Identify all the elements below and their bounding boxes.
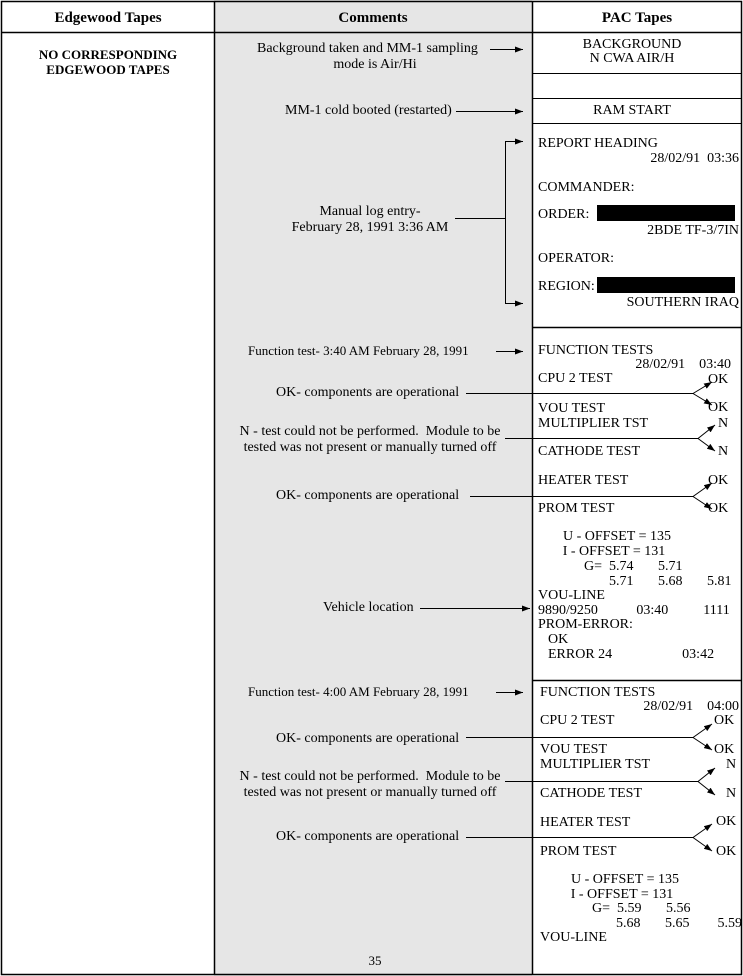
comment-n2-2: tested was not present or manually turned off [243,785,497,800]
ft1-test: HEATER TEST [538,473,629,488]
comment-ft2: Function test- 4:00 AM February 28, 1991 [248,684,469,699]
pac-operator: OPERATOR: [538,251,614,266]
ft1-test: CATHODE TEST [538,444,641,459]
ft1-test: MULTIPLIER TST [538,416,649,431]
ft2-vou-line: VOU-LINE [540,930,607,945]
comment-ok2: OK- components are operational [276,488,460,503]
ft1-result: N [718,444,729,459]
pac-region: REGION: [538,279,595,294]
pac-report-heading: REPORT HEADING [538,136,658,151]
comment-ok3: OK- components are operational [276,731,460,746]
ft2-result: N [726,786,737,801]
pac-report-datetime: 28/02/91 03:36 [650,151,739,166]
ft2-result: OK [716,814,737,829]
ft1-prom-ok: OK [548,632,569,647]
ft1-result: OK [708,372,729,387]
header-pac: PAC Tapes [601,10,673,26]
pac-ram-start: RAM START [593,103,671,118]
ft2-u-offset: U - OFFSET = 135 [571,872,679,887]
comment-vehicle: Vehicle location [323,600,414,615]
pac-background-1: BACKGROUND [582,37,682,52]
ft1-test: CPU 2 TEST [538,371,613,386]
comment-n1-1: N - test could not be performed. Module to be [239,424,501,439]
ft1-test: VOU TEST [538,401,606,416]
ft2-title: FUNCTION TESTS [540,685,656,700]
comment-n1-2: tested was not present or manually turned off [243,440,497,455]
ft2-test: CPU 2 TEST [540,713,615,728]
ft1-prom-error: PROM-ERROR: [538,617,633,632]
ft1-vou-line: VOU-LINE [538,588,605,603]
comment-cold-boot: MM-1 cold booted (restarted) [285,103,452,118]
ft2-result: OK [714,742,735,757]
ft2-test: CATHODE TEST [540,786,643,801]
ft2-test: VOU TEST [540,742,608,757]
ft1-result: N [718,416,729,431]
header-edgewood: Edgewood Tapes [54,10,162,26]
ft1-result: OK [708,501,729,516]
comment-ok4: OK- components are operational [276,829,460,844]
ft2-i-offset: I - OFFSET = 131 [570,887,674,902]
pac-background-2: N CWA AIR/H [589,51,675,66]
ft1-test: PROM TEST [538,501,615,516]
redaction-order [597,205,735,221]
comment-manual-log-1: Manual log entry- [319,204,421,219]
ft2-test: PROM TEST [540,844,617,859]
redaction-region [597,277,735,293]
ft2-test: MULTIPLIER TST [540,757,651,772]
comment-background-2: mode is Air/Hi [333,57,417,72]
ft1-error: ERROR 24 03:42 [548,647,715,662]
page-number: 35 [368,953,382,968]
ft1-result: OK [708,473,729,488]
ft2-g1: G= 5.59 5.56 [592,901,691,916]
comment-ok1: OK- components are operational [276,385,460,400]
comment-background-1: Background taken and MM-1 sampling [257,41,478,56]
ft1-g1: G= 5.74 5.71 [584,559,683,574]
comment-manual-log-2: February 28, 1991 3:36 AM [291,220,449,235]
pac-order-value: 2BDE TF-3/7IN [647,223,739,238]
pac-order: ORDER: [538,207,590,222]
left-note-line2: EDGEWOOD TAPES [46,62,170,77]
ft1-i-offset: I - OFFSET = 131 [562,544,666,559]
ft2-result: OK [716,844,737,859]
ft1-g2: 5.71 5.68 5.81 [609,574,732,589]
ft2-datetime: 28/02/91 04:00 [643,699,739,714]
ft2-result: OK [714,713,735,728]
pac-region-value: SOUTHERN IRAQ [626,295,739,310]
ft1-datetime: 28/02/91 03:40 [635,357,731,372]
ft2-g2: 5.68 5.65 5.59 [616,916,742,931]
comment-n2-1: N - test could not be performed. Module to be [239,769,501,784]
ft1-vou-values: 9890/9250 03:40 1111 [538,603,730,618]
ft2-result: N [726,757,737,772]
ft1-u-offset: U - OFFSET = 135 [563,529,671,544]
ft2-test: HEATER TEST [540,815,631,830]
comment-ft1: Function test- 3:40 AM February 28, 1991 [248,343,469,358]
ft1-title: FUNCTION TESTS [538,343,654,358]
pac-commander: COMMANDER: [538,180,635,195]
ft1-result: OK [708,400,729,415]
left-note-line1: NO CORRESPONDING [38,47,178,62]
header-comments: Comments [338,10,408,26]
